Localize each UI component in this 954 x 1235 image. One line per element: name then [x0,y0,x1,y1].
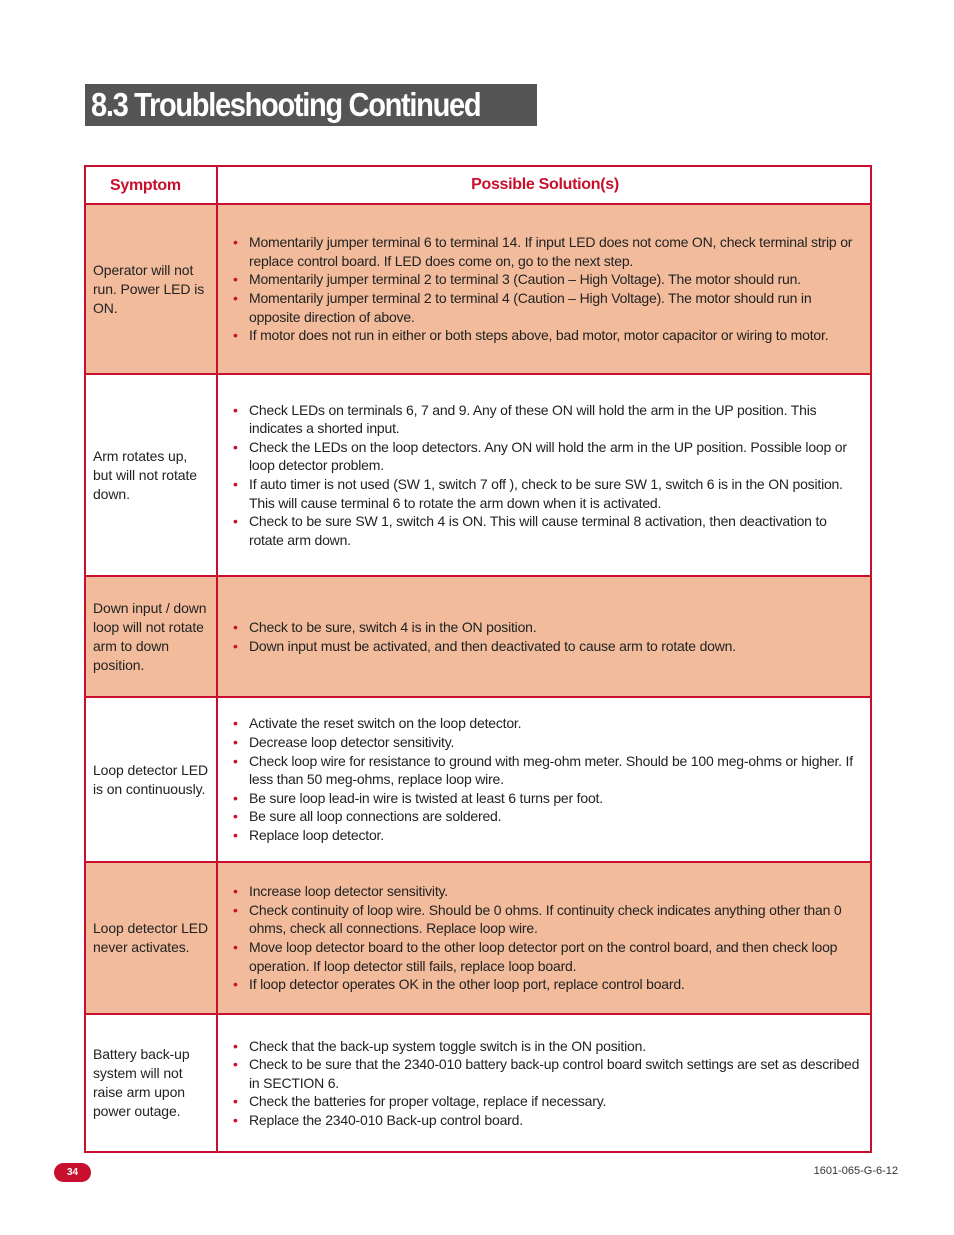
symptom-cell [86,1015,218,1151]
solution-item: • Momentarily jumper terminal 2 to terminal 4 (Caution – High Voltage). The motor should run in opposite direction of above. [228,289,862,326]
symptom-cell [86,698,218,861]
troubleshooting-table [84,165,872,1153]
symptom-text: Arm rotates up, but will not rotate down. [93,447,197,502]
solutions-cell [218,863,870,1013]
solutions-cell [218,577,870,696]
solution-item: • Activate the reset switch on the loop detector. [228,714,862,733]
solution-item: • Down input must be activated, and then deactivated to cause arm to rotate down. [228,637,736,656]
section-title-bar [85,84,537,126]
solution-item: • Momentarily jumper terminal 2 to terminal 3 (Caution – High Voltage). The motor should run. [228,270,862,289]
solutions-list [228,401,862,550]
symptom-text: Loop detector LED never activates. [93,920,209,955]
symptom-cell [86,577,218,696]
solution-item: • If loop detector operates OK in the other loop port, replace control board. [228,975,862,994]
solution-item: • Be sure loop lead-in wire is twisted at least 6 turns per foot. [228,789,862,808]
solution-item: • Increase loop detector sensitivity. [228,882,862,901]
table-row [86,1013,870,1151]
solution-item: • Decrease loop detector sensitivity. [228,733,862,752]
solutions-cell [218,205,870,373]
solution-item: • Check the batteries for proper voltage, replace if necessary. [228,1092,862,1111]
solution-item: • Check to be sure, switch 4 is in the ON position. [228,618,736,637]
solution-item: • Check loop wire for resistance to ground with meg-ohm meter. Should be 100 meg-ohms or higher. If less than 50 meg-ohms, replace loop wire. [228,752,862,789]
solution-item: • Check LEDs on terminals 6, 7 and 9. Any of these ON will hold the arm in the UP position. This indicates a shorted input. [228,401,862,438]
table-row [86,373,870,575]
table-row [86,861,870,1013]
symptom-text: Down input / down loop will not rotate arm to down position. [93,599,207,673]
solutions-cell [218,698,870,861]
solution-item: • If auto timer is not used (SW 1, switch 7 off ), check to be sure SW 1, switch 6 is in the ON position. This will cause terminal 6 to rotate the arm down when it is activated. [228,475,862,512]
solution-item: • Check to be sure SW 1, switch 4 is ON. This will cause terminal 8 activation, then deactivation to rotate arm down. [228,512,862,549]
solution-item: • Check the LEDs on the loop detectors. Any ON will hold the arm in the UP position. Possible loop or loop detector problem. [228,438,862,475]
solution-item: • Check continuity of loop wire. Should be 0 ohms. If continuity check indicates anything other than 0 ohms, check all connections. Replace loop wire. [228,901,862,938]
solutions-cell [218,375,870,575]
column-header-solutions: Possible Solution(s) [471,175,619,193]
solutions-list [228,618,736,655]
solutions-list [228,714,862,844]
symptom-cell [86,863,218,1013]
table-row [86,696,870,861]
symptom-cell [86,375,218,575]
solution-item: • Momentarily jumper terminal 6 to terminal 14. If input LED does not come ON, check terminal strip or replace control board. If LED does come on, go to the next step. [228,233,862,270]
solutions-list [228,882,862,994]
solution-item: • Move loop detector board to the other loop detector port on the control board, and then check loop operation. If loop detector still fails, replace loop board. [228,938,862,975]
column-header-symptom: Symptom [86,167,218,203]
table-row [86,203,870,373]
solution-item: • Check that the back-up system toggle switch is in the ON position. [228,1037,862,1056]
symptom-text: Operator will not run. Power LED is ON. [93,261,205,316]
page-number-badge: 34 [54,1163,91,1182]
solutions-list [228,233,862,345]
solution-item: • Replace loop detector. [228,826,862,845]
solution-item: • If motor does not run in either or both steps above, bad motor, motor capacitor or wiring to motor. [228,326,862,345]
solution-item: • Check to be sure that the 2340-010 battery back-up control board switch settings are set as described in SECTION 6. [228,1055,862,1092]
table-row [86,575,870,696]
symptom-text: Loop detector LED is on continuously. [93,761,209,797]
solutions-list [228,1037,862,1130]
solution-item: • Replace the 2340-010 Back-up control board. [228,1111,862,1130]
document-code: 1601-065-G-6-12 [813,1165,898,1177]
solutions-cell [218,1015,870,1151]
solution-item: • Be sure all loop connections are soldered. [228,807,862,826]
symptom-text: Battery back-up system will not raise arm upon power outage. [93,1046,190,1119]
page-title: 8.3 Troubleshooting Continued [91,86,481,123]
table-header-row [86,167,870,203]
symptom-cell [86,205,218,373]
